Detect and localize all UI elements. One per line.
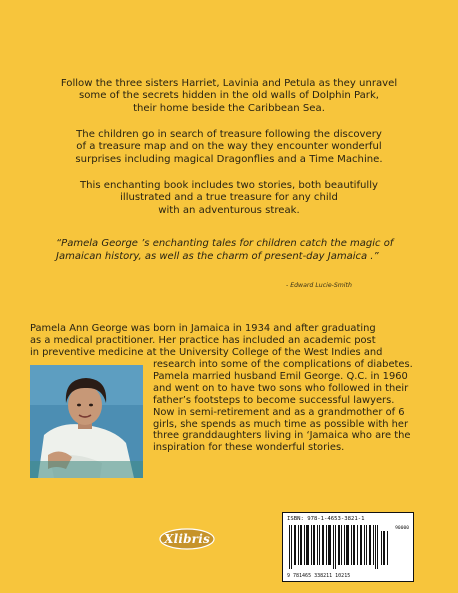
- bio-line: father’s footsteps to become successful lawyers.: [153, 394, 395, 406]
- blurb-paragraph-3: [30, 180, 428, 217]
- blurb-line: with an adventurous streak.: [158, 204, 300, 216]
- review-quote: [56, 238, 406, 263]
- bio-line: research into some of the complications of diabetes.: [153, 359, 413, 370]
- bio-line: in preventive medicine at the University College of the West Indies and: [30, 346, 383, 358]
- isbn-number: ISBN: 978-1-4653-3821-1: [287, 516, 365, 522]
- blurb-paragraph-2: [30, 129, 428, 166]
- bio-line: inspiration for these wonderful stories.: [153, 442, 345, 454]
- isbn-barcode: [282, 512, 414, 582]
- quote-line: Jamaican history, as well as the charm of present-day Jamaica .”: [56, 250, 379, 262]
- blurb-line: their home beside the Caribbean Sea.: [133, 102, 325, 114]
- barcode-bars: [289, 525, 389, 569]
- author-photo: [30, 365, 143, 478]
- publisher-logo: [159, 528, 215, 550]
- bio-line: Pamela Ann George was born in Jamaica in 1934 and after graduating: [30, 323, 376, 334]
- blurb-line: some of the secrets hidden in the old walls of Dolphin Park,: [78, 90, 380, 102]
- bio-line: and went on to have two sons who followed in their: [153, 382, 409, 394]
- blurb-line: surprises including magical Dragonflies and a Time Machine.: [75, 153, 383, 165]
- blurb-paragraph-1: [30, 78, 428, 115]
- author-bio-details: [153, 359, 433, 454]
- blurb-line: This enchanting book includes two stories, both beautifully: [79, 180, 379, 191]
- bio-line: girls, she spends as much time as possible with her: [153, 418, 409, 430]
- bio-line: three granddaughters living in ‘Jamaica who are the: [153, 430, 411, 442]
- quote-line: “Pamela George ’s enchanting tales for children catch the magic of: [56, 238, 394, 249]
- author-bio-intro: [30, 323, 426, 359]
- blurb-line: Follow the three sisters Harriet, Lavinia and Petula as they unravel: [60, 78, 398, 89]
- bio-line: as a medical practitioner. Her practice has included an academic post: [30, 334, 376, 346]
- blurb-line: The children go in search of treasure following the discovery: [76, 129, 382, 140]
- blurb-line: illustrated and a true treasure for any child: [120, 192, 338, 204]
- bio-line: Pamela married husband Emil George. Q.C. in 1960: [153, 370, 408, 382]
- barcode-digits: 9 781465 338211 10215: [287, 573, 351, 579]
- publisher-logo-text: Xlibris: [164, 532, 210, 546]
- bio-line: Now in semi-retirement and as a grandmother of 6: [153, 406, 405, 418]
- quote-author: - Edward Lucie-Smith: [286, 282, 352, 289]
- price-code: 90000: [395, 526, 409, 531]
- blurb-line: of a treasure map and on the way they encounter wonderful: [76, 141, 382, 153]
